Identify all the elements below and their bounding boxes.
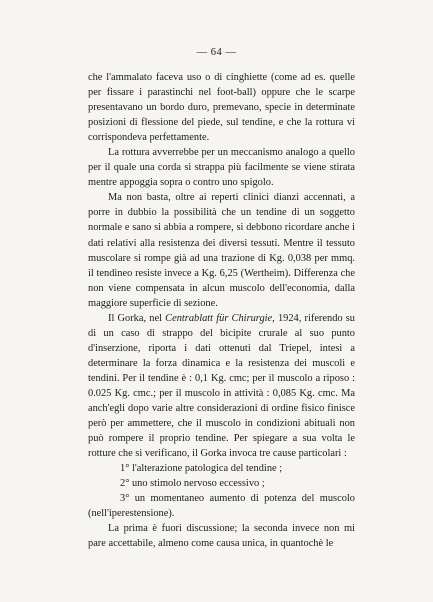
list-item: 2° uno stimolo nervoso eccessivo ; xyxy=(120,478,265,490)
paragraph: La rottura avverrebbe per un meccanismo analogo a quello per il quale una corda si strappa più facilmente se viene stirata mentre appoggia sopra o contro uno spigolo. xyxy=(88,147,355,189)
paragraph: La prima è fuori discussione; la seconda invece non mi pare accettabile, almeno come causa unica, in quantochè le xyxy=(88,523,355,550)
journal-title: Centrablatt für Chirurgie xyxy=(165,312,273,324)
paragraph-text: Il Gorka, nel xyxy=(108,312,166,324)
list-item: 1° l'alterazione patologica del tendine ; xyxy=(120,463,283,475)
body-text xyxy=(88,70,355,552)
page-number: — 64 — xyxy=(196,47,237,58)
paragraph-continued: che l'ammalato faceva uso o di cinghiette (come ad es. quelle per fissare i parastinchi nel foot-ball) oppure che le scarpe presentavano un bordo duro, premevano, specie in determinate posizioni di flessione del piede, sul tendine, e che la rottura vi corrispondeva perfettamente. xyxy=(88,72,355,144)
paragraph: Ma non basta, oltre ai reperti clinici dianzi accennati, a porre in dubbio la possibilità che un tendine di un soggetto normale e sano si abbia a rompere, si debbono ricordare anche i dati relativi alla resistenza dei diversi tessuti. Mentre il tessuto muscolare si rompe già ad una trazione di Kg. 0,038 per mmq. il tendineo resiste invece a Kg. 6,25 (Wertheim). Differenza che non viene compensata in alcun muscolo dell'economia, dalla maggiore superficie di sezione. xyxy=(88,192,355,309)
list-item: 3° un momentaneo aumento di potenza del muscolo (nell'iperestensione). xyxy=(88,493,355,520)
paragraph-text: , 1924, riferendo su di un caso di strappo del bicipite crurale al suo punto d'inserzione, riporta i dati ottenuti dal Triepel, intesi a determinare la forza dinamica e la resistenza dei muscoli e tendini. Per il tendine è : 0,1 Kg. cmc; per il muscolo a riposo : 0.025 Kg. cmc.; per il muscolo in attività : 0,085 Kg. cmc. Ma anch'egli dopo varie altre considerazioni di ordine fisico finisce però per ammettere, che il muscolo in condizioni abituali non può rompere il proprio tendine. Per spiegare a sua volta le rotture che si verificano, il Gorka invoca tre cause particolari : xyxy=(88,312,356,460)
paragraph-gorka xyxy=(88,311,355,461)
